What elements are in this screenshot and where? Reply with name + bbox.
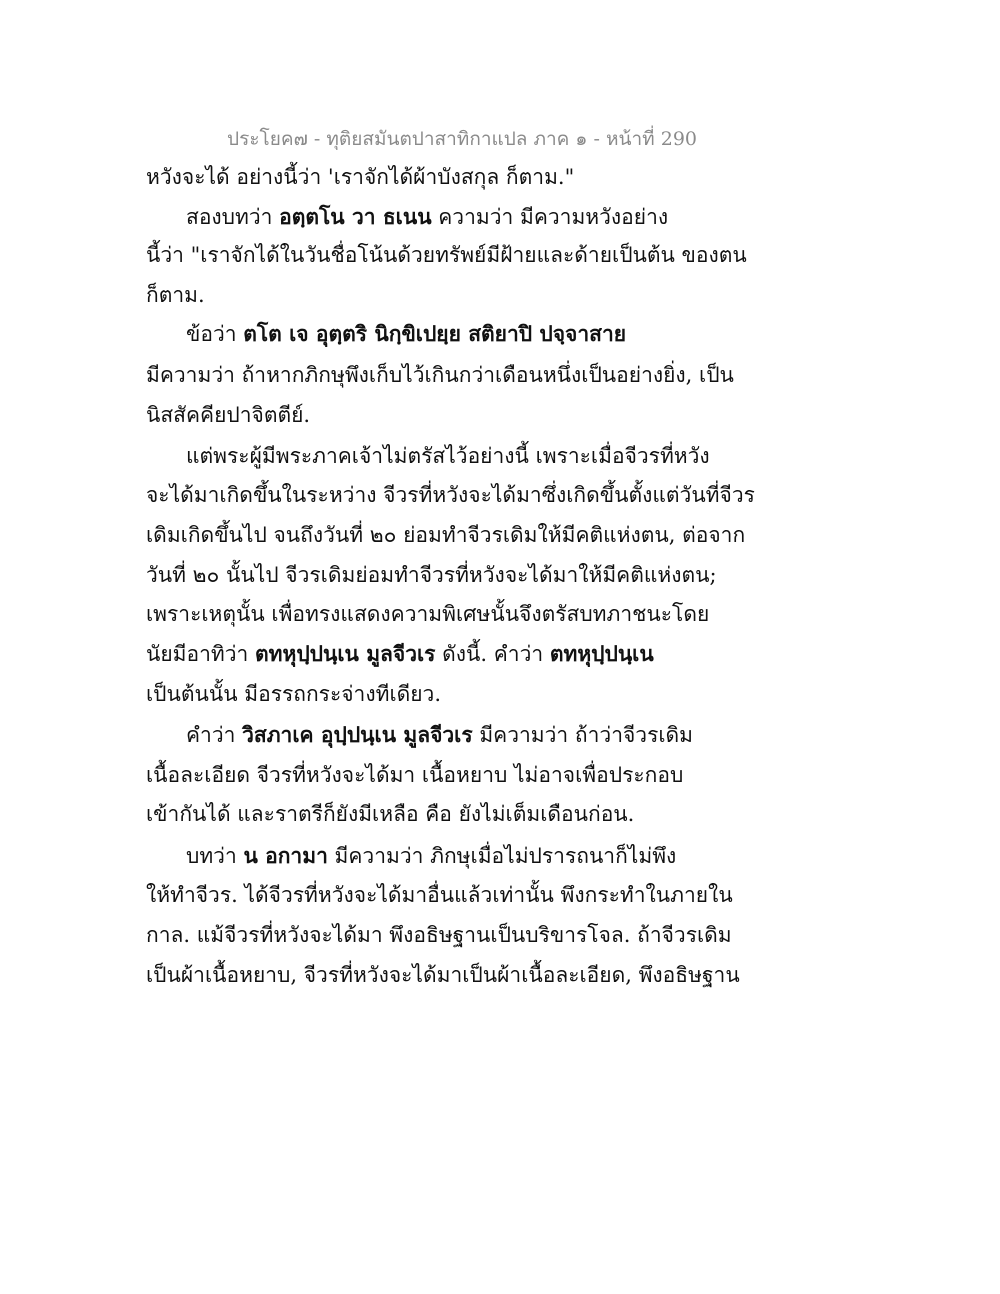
text-segment: เป็นต้นนั้น มีอรรถกระจ่างทีเดียว. [146, 682, 442, 706]
text-segment: นิสสัคคียปาจิตตีย์. [146, 403, 311, 427]
text-segment: สองบทว่า [186, 205, 280, 229]
text-segment: ความว่า มีความหวังอย่าง [431, 205, 669, 229]
text-segment: นี้ว่า "เราจักได้ในวันชื่อโน้นด้วยทรัพย์มีฝ้ายและด้ายเป็นต้น ของตน [146, 243, 747, 267]
text-segment: บทว่า [186, 844, 244, 868]
text-segment: กาล. แม้จีวรที่หวังจะได้มา พึงอธิษฐานเป็นบริขารโจล. ถ้าจีวรเดิม [146, 923, 732, 947]
text-line [186, 320, 626, 348]
text-segment: มีความว่า ถ้าหากภิกษุพึงเก็บไว้เกินกว่าเดือนหนึ่งเป็นอย่างยิ่ง, เป็น [146, 363, 734, 387]
text-segment: มีความว่า ภิกษุเมื่อไม่ปรารถนาก็ไม่พึง [327, 844, 677, 868]
text-segment: เนื้อละเอียด จีวรที่หวังจะได้มา เนื้อหยาบ ไม่อาจเพื่อประกอบ [146, 763, 684, 787]
text-line [146, 640, 654, 668]
bold-term: ตทหุปฺปนฺเน มูลจีวเร [255, 641, 436, 666]
text-segment: แต่พระผู้มีพระภาคเจ้าไม่ตรัสไว้อย่างนี้ เพราะเมื่อจีวรที่หวัง [186, 444, 710, 468]
text-segment: เดิมเกิดขึ้นไป จนถึงวันที่ ๒๐ ย่อมทำจีวรเดิมให้มีคติแห่งตน, ต่อจาก [146, 523, 746, 547]
text-segment: ข้อว่า [186, 322, 244, 346]
text-line [146, 881, 733, 909]
text-line [186, 842, 676, 870]
text-line [146, 761, 683, 789]
text-line [146, 521, 745, 549]
text-segment: เข้ากันได้ และราตรีก็ยังมีเหลือ คือ ยังไม่เต็มเดือนก่อน. [146, 802, 635, 826]
bold-term: ตโต เจ อุตฺตริ นิกฺขิเปยฺย สติยาปิ ปจฺจาสาย [243, 321, 627, 346]
text-line [146, 961, 740, 989]
text-segment: นัยมีอาทิว่า [146, 642, 256, 666]
bold-term: ตทหุปฺปนฺเน [549, 641, 654, 666]
text-line [146, 561, 717, 589]
text-line [146, 481, 755, 509]
text-line [146, 163, 574, 191]
bold-term: น อกามา [243, 843, 328, 868]
text-line [186, 721, 693, 749]
text-line [146, 921, 732, 949]
text-segment: ให้ทำจีวร. ได้จีวรที่หวังจะได้มาอื่นแล้วเท่านั้น พึงกระทำในภายใน [146, 883, 733, 907]
text-segment: คำว่า [186, 723, 243, 747]
text-line [146, 401, 310, 429]
text-segment: เพราะเหตุนั้น เพื่อทรงแสดงความพิเศษนั้นจึงตรัสบทภาชนะโดย [146, 602, 710, 626]
bold-term: วิสภาเค อุปฺปนฺเน มูลจีวเร [242, 722, 473, 747]
text-segment: จะได้มาเกิดขึ้นในระหว่าง จีวรที่หวังจะได้มาซึ่งเกิดขึ้นตั้งแต่วันที่จีวร [146, 483, 755, 507]
text-segment: ก็ตาม. [146, 283, 205, 307]
text-segment: หวังจะได้ อย่างนี้ว่า 'เราจักได้ผ้าบังสกุล ก็ตาม." [146, 165, 575, 189]
text-segment: เป็นผ้าเนื้อหยาบ, จีวรที่หวังจะได้มาเป็นผ้าเนื้อละเอียด, พึงอธิษฐาน [146, 963, 740, 987]
text-line [146, 361, 734, 389]
text-line [146, 281, 205, 309]
text-line [146, 241, 747, 269]
text-line [146, 800, 634, 828]
text-line [186, 203, 668, 231]
page-header: ประโยค๗ - ทุติยสมันตปาสาทิกาแปล ภาค ๑ - หน้าที่ 290 [227, 128, 697, 150]
text-line [146, 600, 709, 628]
bold-term: อตฺตโน วา ธเนน [279, 204, 432, 229]
text-segment: ดังนี้. คำว่า [435, 642, 550, 666]
text-line [146, 680, 441, 708]
text-segment: มีความว่า ถ้าว่าจีวรเดิม [472, 723, 694, 747]
text-segment: วันที่ ๒๐ นั้นไป จีวรเดิมย่อมทำจีวรที่หวังจะได้มาให้มีคติแห่งตน; [146, 563, 717, 587]
text-line [186, 442, 710, 470]
